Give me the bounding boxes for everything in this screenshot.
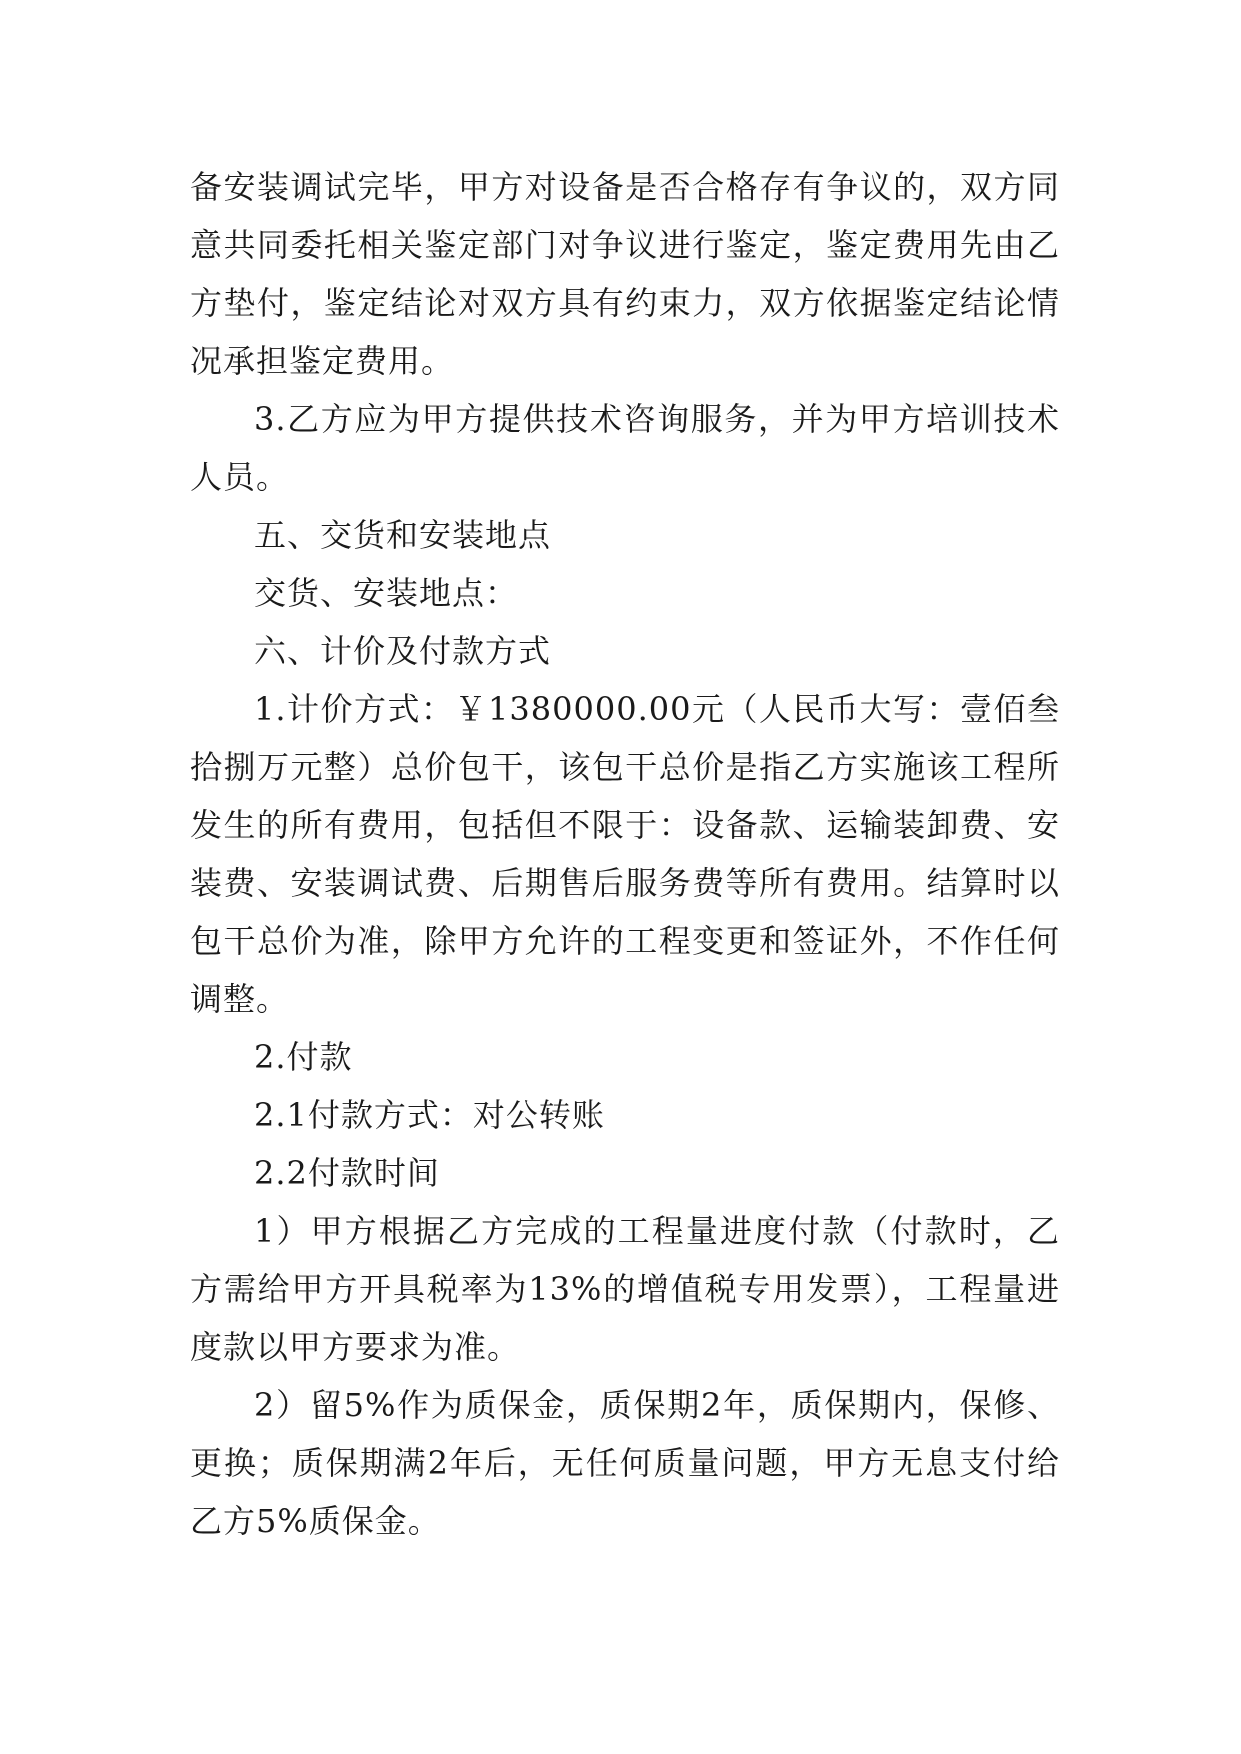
paragraph-pricing-method: 1.计价方式：￥1380000.00元（人民币大写：壹佰叁拾捌万元整）总价包干，该包干总价是指乙方实施该工程所发生的所有费用，包括但不限于：设备款、运输装卸费、安装费、安装调试费、后期售后服务费等所有费用。结算时以包干总价为准，除甲方允许的工程变更和签证外，不作任何调整。 [190, 690, 1060, 1018]
document-body [190, 158, 1060, 1550]
paragraph-delivery-address: 交货、安装地点： [254, 574, 519, 612]
paragraph-progress-payment: 1）甲方根据乙方完成的工程量进度付款（付款时，乙方需给甲方开具税率为13%的增值税专用发票），工程量进度款以甲方要求为准。 [190, 1212, 1060, 1366]
paragraph-payment-method: 2.1付款方式：对公转账 [254, 1096, 605, 1134]
subheading-payment-time: 2.2付款时间 [254, 1154, 440, 1192]
section-heading-pricing-payment: 六、计价及付款方式 [254, 632, 552, 670]
paragraph-inspection-dispute: 备安装调试完毕，甲方对设备是否合格存有争议的，双方同意共同委托相关鉴定部门对争议进行鉴定，鉴定费用先由乙方垫付，鉴定结论对双方具有约束力，双方依据鉴定结论情况承担鉴定费用。 [190, 168, 1060, 380]
paragraph-technical-consulting: 3.乙方应为甲方提供技术咨询服务，并为甲方培训技术人员。 [190, 400, 1060, 496]
section-heading-delivery-location: 五、交货和安装地点 [254, 516, 552, 554]
subheading-payment: 2.付款 [254, 1038, 353, 1076]
paragraph-retention-money: 2）留5%作为质保金，质保期2年，质保期内，保修、更换；质保期满2年后，无任何质量问题，甲方无息支付给乙方5%质保金。 [190, 1386, 1060, 1540]
